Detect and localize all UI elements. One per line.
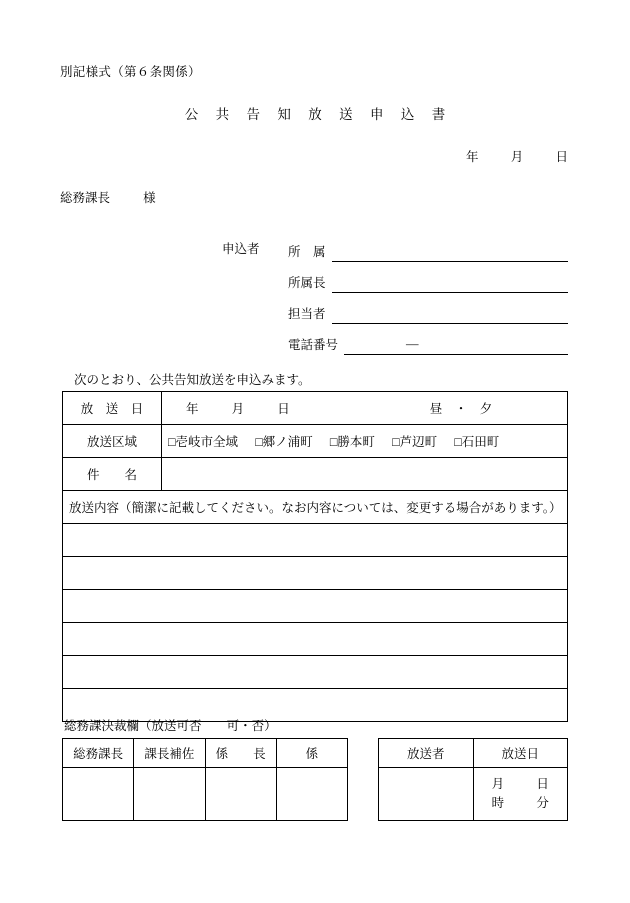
applicant-row-phone [288,324,568,355]
approval-label-text: 総務課決裁欄（放送可否 [64,719,202,733]
broadcaster-body-row [379,768,568,821]
applicant-label-person-in-charge: 担当者 [288,307,326,321]
broadcast-day-label: 日 [277,402,290,416]
approval-cell-somu-kacho[interactable] [63,768,134,821]
label-broadcast-area: 放送区域 [63,425,162,458]
broadcaster-cell-person[interactable] [379,768,474,821]
applicant-row-person-in-charge [288,293,568,324]
broadcaster-month-label: 月 [491,776,505,791]
approval-header-somu-kacho: 総務課長 [63,739,134,768]
applicant-label-affiliation: 所 属 [288,245,326,259]
table-row-content-4 [63,623,568,656]
cell-broadcast-area [162,425,568,458]
table-row-content-5 [63,656,568,689]
label-content-header: 放送内容（簡潔に記載してください。なお内容については、変更する場合があります。） [63,491,568,524]
approval-header-kakari: 係 [276,739,347,768]
page-title: 公 共 告 知 放 送 申 込 書 [184,107,453,122]
broadcaster-cell-date[interactable] [473,768,568,821]
approval-section-label [64,716,277,734]
broadcaster-header-row [379,739,568,768]
applicant-block [222,231,568,355]
broadcast-period-option[interactable]: 昼 ・ 夕 [429,402,493,416]
applicant-row-chief [288,262,568,293]
approval-header-kacho-hosa: 課長補佐 [134,739,205,768]
table-row-content-3 [63,590,568,623]
checkbox-area-katsumoto[interactable]: □勝本町 [329,435,375,449]
applicant-label-phone: 電話番号 [288,338,339,352]
cell-broadcast-date[interactable] [162,392,568,425]
broadcaster-date-line-2 [476,794,566,813]
approval-header-kakaricho: 係 長 [205,739,276,768]
approval-cell-kakaricho[interactable] [205,768,276,821]
submission-date-line [466,147,568,165]
applicant-field-phone[interactable] [344,336,568,355]
table-row-content-header [63,491,568,524]
table-row-subject [63,458,568,491]
checkbox-area-ashibe[interactable]: □芦辺町 [392,435,438,449]
approval-body-row [63,768,348,821]
submission-year-label: 年 [465,150,479,164]
phone-separator: ― [406,337,419,351]
applicant-heading: 申込者 [222,242,260,256]
broadcaster-date-line-1 [476,775,566,794]
label-broadcast-date: 放 送 日 [63,392,162,425]
applicant-row-affiliation [222,231,568,262]
broadcaster-hour-label: 時 [491,796,505,810]
cell-content-line-4[interactable] [63,623,568,656]
cell-content-line-2[interactable] [63,557,568,590]
application-table [62,391,568,722]
broadcaster-header-date: 放送日 [473,739,568,768]
cell-content-line-5[interactable] [63,656,568,689]
table-row-broadcast-date [63,392,568,425]
approval-header-row [63,739,348,768]
broadcast-date-fields [168,399,290,417]
cell-content-line-3[interactable] [63,590,568,623]
broadcaster-day-label: 日 [536,776,549,791]
approval-label-options[interactable]: 可・否） [226,719,277,733]
approval-cell-kakari[interactable] [276,768,347,821]
broadcaster-table [378,738,568,821]
broadcaster-minute-label: 分 [536,796,549,810]
table-row-broadcast-area [63,425,568,458]
broadcaster-header-person: 放送者 [379,739,474,768]
cell-subject[interactable] [162,458,568,491]
applicant-field-affiliation[interactable] [332,243,568,262]
approval-table [62,738,348,821]
form-kind-label: 別記様式（第６条関係） [60,65,201,79]
label-subject: 件 名 [63,458,162,491]
submission-month-label: 月 [510,150,524,164]
table-row-content-2 [63,557,568,590]
broadcast-year-label: 年 [186,402,199,416]
addressee-name: 総務課長 [60,191,111,205]
applicant-field-chief[interactable] [332,274,568,293]
cell-content-line-1[interactable] [63,524,568,557]
checkbox-area-all[interactable]: □壱岐市全域 [168,435,239,449]
lead-text: 次のとおり、公共告知放送を申込みます。 [74,373,311,387]
checkbox-area-ishida[interactable]: □石田町 [454,435,500,449]
applicant-label-chief: 所属長 [288,276,326,290]
addressee [60,188,156,206]
table-row-content-1 [63,524,568,557]
applicant-field-person-in-charge[interactable] [332,305,568,324]
checkbox-area-gounoura[interactable]: □郷ノ浦町 [255,435,313,449]
approval-cell-kacho-hosa[interactable] [134,768,205,821]
addressee-honorific: 様 [143,191,156,205]
broadcast-month-label: 月 [231,402,245,416]
submission-day-label: 日 [555,150,568,164]
